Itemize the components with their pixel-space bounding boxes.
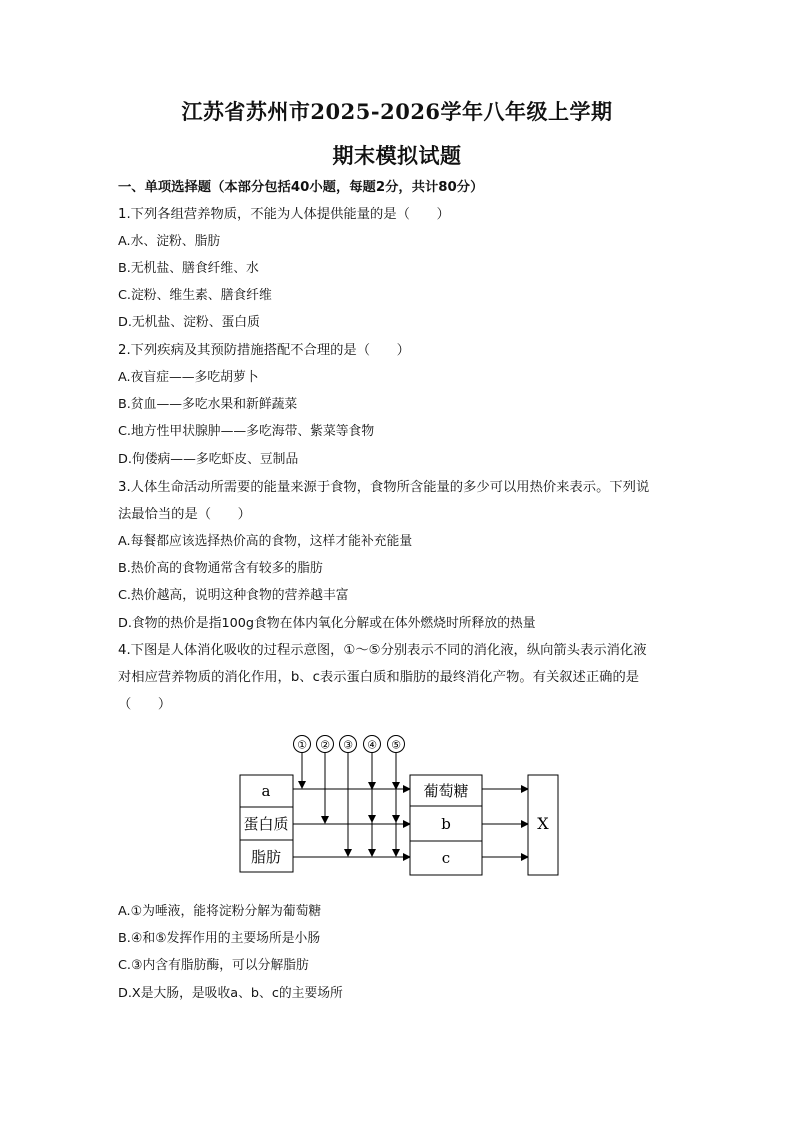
svg-text:④: ④: [367, 738, 377, 752]
section-heading: 一、单项选择题（本部分包括40小题，每题2分，共计80分）: [118, 180, 484, 195]
exam-subtitle: 期末模拟试题: [332, 143, 462, 168]
question-4-stem-line1: 4.下图是人体消化吸收的过程示意图，①～⑤分别表示不同的消化液，纵向箭头表示消化液: [118, 643, 647, 658]
question-2-option-a: A.夜盲症——多吃胡萝卜: [118, 370, 259, 385]
input-box-a: [240, 775, 293, 807]
svg-text:②: ②: [320, 738, 330, 752]
absorption-box-x: [528, 775, 558, 875]
svg-text:葡萄糖: 葡萄糖: [423, 782, 469, 800]
question-3-option-a: A.每餐都应该选择热价高的食物，这样才能补充能量: [118, 534, 413, 549]
question-1-option-c: C.淀粉、维生素、膳食纤维: [118, 288, 272, 303]
svg-text:蛋白质: 蛋白质: [243, 815, 289, 833]
svg-text:脂肪: 脂肪: [250, 848, 282, 866]
question-1-stem: 1.下列各组营养物质，不能为人体提供能量的是（ ）: [118, 207, 450, 222]
question-4-option-b: B.④和⑤发挥作用的主要场所是小肠: [118, 931, 321, 946]
svg-text:X: X: [537, 814, 549, 833]
juice-label-4: [364, 736, 381, 753]
svg-text:c: c: [441, 849, 451, 867]
svg-text:b: b: [441, 815, 451, 833]
question-2-option-c: C.地方性甲状腺肿——多吃海带、紫菜等食物: [118, 424, 375, 439]
product-box-b: [410, 806, 482, 841]
juice-label-2: [317, 736, 334, 753]
question-4-option-c: C.③内含有脂肪酶，可以分解脂肪: [118, 958, 309, 973]
question-4-stem-line2: 对相应营养物质的消化作用，b、c表示蛋白质和脂肪的最终消化产物。有关叙述正确的是: [118, 670, 640, 685]
svg-text:①: ①: [297, 738, 307, 752]
question-3-option-b: B.热价高的食物通常含有较多的脂肪: [118, 561, 323, 576]
question-4-option-d: D.X是大肠，是吸收a、b、c的主要场所: [118, 986, 343, 1001]
svg-text:⑤: ⑤: [391, 738, 401, 752]
question-2-stem: 2.下列疾病及其预防措施搭配不合理的是（ ）: [118, 343, 410, 358]
product-box-glucose: [410, 775, 482, 806]
exam-title: 江苏省苏州市2025-2026学年八年级上学期: [181, 99, 613, 124]
question-1-option-a: A.水、淀粉、脂肪: [118, 234, 221, 249]
input-box-fat: [240, 840, 293, 872]
question-2-option-b: B.贫血——多吃水果和新鲜蔬菜: [118, 397, 298, 412]
juice-label-3: [340, 736, 357, 753]
product-box-c: [410, 841, 482, 875]
question-3-option-c: C.热价越高，说明这种食物的营养越丰富: [118, 588, 349, 603]
question-3-option-d: D.食物的热价是指100g食物在体内氧化分解或在体外燃烧时所释放的热量: [118, 616, 536, 631]
juice-label-5: [388, 736, 405, 753]
question-2-option-d: D.佝偻病——多吃虾皮、豆制品: [118, 452, 299, 467]
question-3-stem-line2: 法最恰当的是（ ）: [118, 507, 251, 522]
question-4-stem-line3: （ ）: [118, 697, 172, 712]
input-box-protein: [240, 807, 293, 840]
svg-text:a: a: [261, 782, 271, 800]
question-1-option-b: B.无机盐、膳食纤维、水: [118, 261, 259, 276]
question-4-option-a: A.①为唾液，能将淀粉分解为葡萄糖: [118, 904, 322, 919]
juice-label-1: [294, 736, 311, 753]
question-1-option-d: D.无机盐、淀粉、蛋白质: [118, 315, 260, 330]
svg-text:③: ③: [343, 738, 353, 752]
question-3-stem-line1: 3.人体生命活动所需要的能量来源于食物，食物所含能量的多少可以用热价来表示。下列说: [118, 480, 650, 495]
